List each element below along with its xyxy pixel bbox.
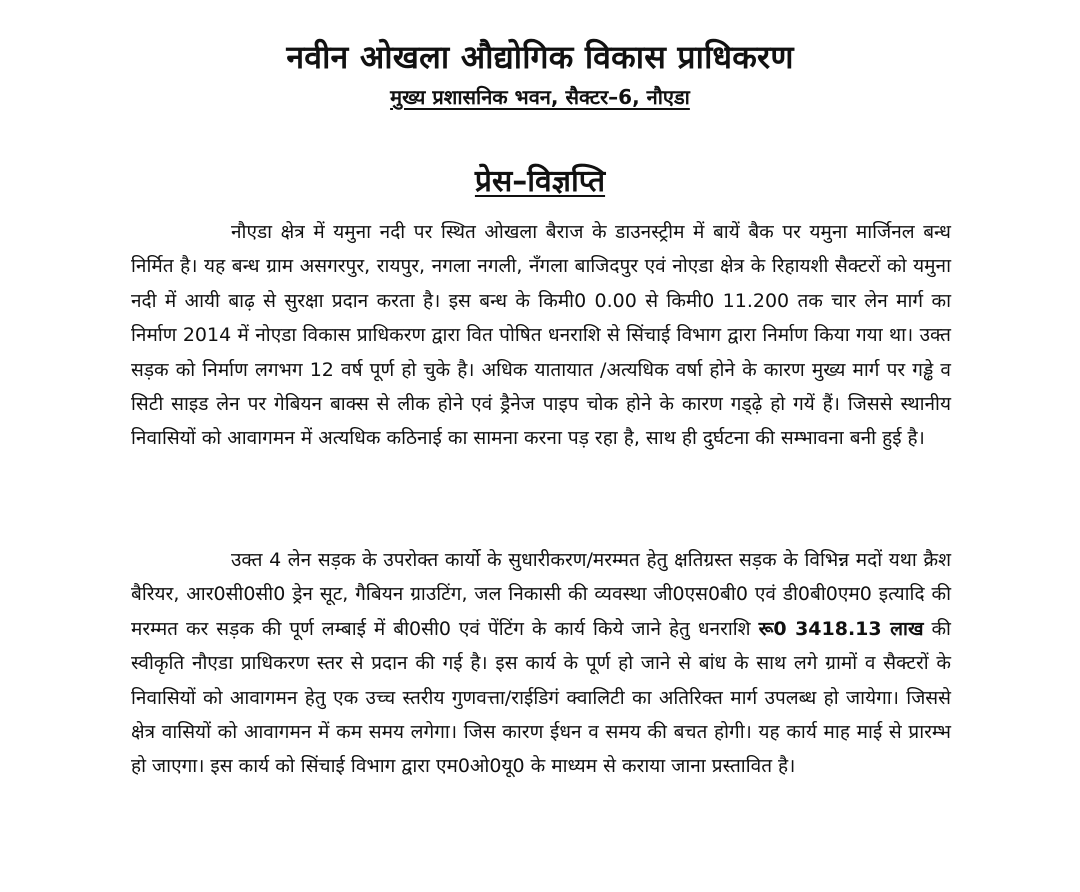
paragraph-1: नौएडा क्षेत्र में यमुना नदी पर स्थित ओखला बैराज के डाउनस्ट्रीम में बायें बैक पर यमुना मार्जिनल बन्ध निर्मित है। यह बन्ध ग्राम असगरपुर, रायपुर, नगला नगली, नँगला बाजिदपुर एवं नोएडा क्षेत्र के रिहायशी सैक्टरों को यमुना नदी में आयी बाढ़ से सुरक्षा प्रदान करता है। इस बन्ध के किमी0 0.00 से किमी0 11.200 तक चार लेन मार्ग का निर्माण 2014 में नोएडा विकास प्राधिकरण द्वारा वित पोषित धनराशि से सिंचाई विभाग द्वारा निर्माण किया गया था। उक्त सड़क को निर्माण लगभग 12 वर्ष पूर्ण हो चुके है। अधिक यातायात /अत्यधिक वर्षा होने के कारण मुख्य मार्ग पर गड्ढे व सिटी साइड लेन पर गेबियन बाक्स से लीक होने एवं ड्रैनेज पाइप चोक होने के कारण गड्ढ़े हो गयें हैं। जिससे स्थानीय निवासियों को आवागमन में अत्यधिक कठिनाई का सामना करना पड़ रहा है, साथ ही दुर्घटना की सम्भावना बनी हुई है। bbox=[131, 221, 951, 450]
sanctioned-amount: रू0 3418.13 लाख bbox=[758, 617, 924, 640]
paragraph-2 bbox=[131, 543, 951, 784]
paragraph-2-after: की स्वीकृति नौएडा प्राधिकरण स्तर से प्रदान की गई है। इस कार्य के पूर्ण हो जाने से बांध के साथ लगे ग्रामों व सैक्टरों के निवासियों को आवागमन हेतु एक उच्च स्तरीय गुणवत्ता/राईडिगं क्वालिटी का अतिरिक्त मार्ग उपलब्ध हो जायेगा। जिससे क्षेत्र वासियों को आवागमन में कम समय लगेगा। जिस कारण ईधन व समय की बचत होगी। यह कार्य माह माई से प्रारम्भ हो जाएगा। इस कार्य को सिंचाई विभाग द्वारा एम0ओ0यू0 के माध्यम से कराया जाना प्रस्तावित है। bbox=[131, 617, 951, 778]
press-release-title bbox=[0, 160, 1080, 204]
paragraph-2-before: उक्त 4 लेन सड़क के उपरोक्त कार्यो के सुधारीकरण/मरम्मत हेतु क्षतिग्रस्त सड़क के विभिन्न मदों यथा क्रैश बैरियर, आर0सी0सी0 ड्रेन सूट, गैबियन ग्राउटिंग, जल निकासी की व्यवस्था जी0एस0बी0 एवं डी0बी0एम0 इत्यादि की मरम्मत कर सड़क की पूर्ण लम्बाई में बी0सी0 एवं पेंटिंग के कार्य किये जाने हेतु धनराशि bbox=[131, 549, 951, 640]
organization-address-text: मुख्य प्रशासनिक भवन, सैक्टर–6, नौएडा bbox=[390, 85, 690, 109]
organization-address bbox=[0, 82, 1080, 112]
press-release-title-text: प्रेस–विज्ञप्ति bbox=[474, 164, 606, 199]
organization-title: नवीन ओखला औद्योगिक विकास प्राधिकरण bbox=[286, 38, 794, 76]
